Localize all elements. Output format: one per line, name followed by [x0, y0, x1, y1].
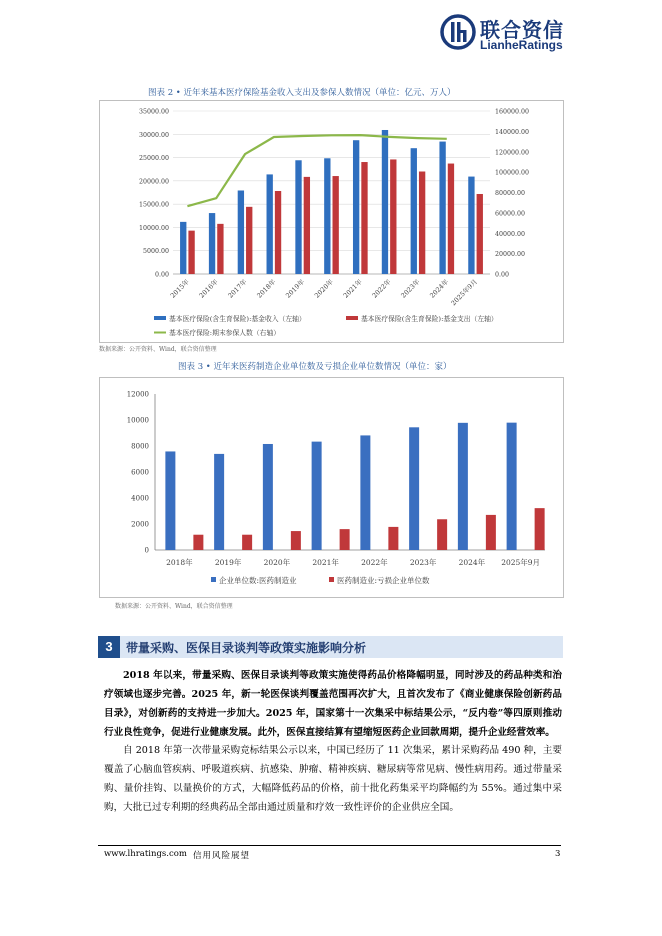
bar-loss-enterprise-count: [193, 535, 203, 550]
y-right-tick-label: 0.00: [495, 271, 510, 279]
logo-mark-icon: [440, 14, 476, 50]
y-left-tick-label: 0.00: [154, 271, 169, 279]
x-tick-label: 2022年: [370, 277, 393, 300]
bar-enterprise-count: [507, 423, 517, 550]
x-tick-label: 2021年: [312, 558, 339, 567]
bar-income: [382, 130, 388, 274]
bar-income: [238, 190, 244, 274]
bar-income: [468, 177, 474, 274]
bar-expense: [448, 164, 454, 274]
bar-income: [295, 160, 301, 274]
x-tick-label: 2024年: [458, 558, 486, 567]
bar-expense: [333, 176, 339, 274]
x-tick-label: 2019年: [284, 277, 307, 300]
x-tick-label: 2023年: [399, 277, 422, 300]
y-left-tick-label: 20000.00: [138, 178, 169, 186]
y-tick-label: 4000: [131, 494, 149, 503]
bar-expense: [419, 172, 425, 274]
bar-loss-enterprise-count: [291, 531, 301, 550]
legend-swatch-income: [154, 316, 166, 320]
section-title: 带量采购、医保目录谈判等政策实施影响分析: [126, 641, 367, 655]
logo-en-text: LianheRatings: [480, 38, 563, 52]
x-tick-label: 2025年9月: [449, 277, 480, 308]
bar-expense: [246, 207, 252, 274]
line-insured-count: [187, 135, 446, 206]
legend-swatch-expense: [346, 316, 358, 320]
y-left-tick-label: 30000.00: [138, 131, 169, 139]
bar-income: [439, 142, 445, 274]
bar-loss-enterprise-count: [388, 527, 398, 550]
paragraph-body: 自 2018 年第一次带量采购竞标结果公示以来，中国已经历了 11 次集采，累计采购药品 490 种，主要覆盖了心脑血管疾病、呼吸道疾病、抗感染、肿瘤、精神疾病、糖尿病等常见病、慢性病用药。通过带量采购、量价挂钩、以量换价的方式，大幅降低药品的价格，前十批化药集采平均降幅约为 55%。通过集中采购，大批已过专利期的经典药品全部由通过质量和疗效一致性评价的企业供应全国。: [104, 745, 562, 813]
y-left-tick-label: 10000.00: [138, 224, 169, 232]
x-tick-label: 2022年: [361, 558, 388, 567]
x-tick-label: 2024年: [428, 277, 451, 300]
y-right-tick-label: 160000.00: [495, 108, 530, 116]
bar-income: [267, 174, 273, 274]
bar-enterprise-count: [312, 442, 322, 550]
bar-loss-enterprise-count: [242, 535, 252, 550]
x-tick-label: 2023年: [409, 558, 437, 567]
y-tick-label: 8000: [131, 442, 149, 451]
bar-expense: [477, 194, 483, 274]
x-tick-label: 2016年: [197, 277, 220, 300]
y-tick-label: 2000: [131, 520, 149, 529]
figure2-svg: [100, 101, 563, 342]
bar-expense: [275, 191, 281, 274]
x-tick-label: 2019年: [214, 558, 242, 567]
x-tick-label: 2018年: [166, 558, 193, 567]
bar-enterprise-count: [263, 444, 273, 550]
figure3-caption: 图表 3 • 近年来医药制造企业单位数及亏损企业单位数情况（单位：家）: [178, 362, 452, 372]
bar-expense: [188, 231, 194, 274]
legend-label-expense: 基本医疗保险(含生育保险):基金支出（左轴）: [361, 315, 498, 323]
bar-expense: [361, 162, 367, 274]
footer-divider: [98, 845, 561, 846]
y-left-tick-label: 25000.00: [138, 155, 169, 163]
bar-enterprise-count: [165, 451, 175, 550]
y-tick-label: 10000: [126, 416, 149, 425]
y-right-tick-label: 60000.00: [495, 210, 526, 218]
x-tick-label: 2025年9月: [501, 558, 541, 567]
bar-enterprise-count: [409, 427, 419, 550]
y-tick-label: 6000: [131, 468, 149, 477]
figure3-source: 数据来源：公开资料、Wind，联合资信整理: [115, 603, 233, 610]
x-tick-label: 2017年: [226, 277, 249, 300]
section-heading: [98, 636, 563, 658]
bar-income: [353, 140, 359, 274]
bar-loss-enterprise-count: [437, 519, 447, 550]
legend-label-income: 基本医疗保险(含生育保险):基金收入（左轴）: [169, 315, 306, 323]
legend-label-enterprise: 企业单位数:医药制造业: [219, 576, 297, 585]
figure3-svg: [100, 378, 563, 597]
bar-expense: [217, 224, 223, 274]
footer-page-number: 3: [555, 849, 561, 859]
y-tick-label: 12000: [126, 390, 149, 399]
bar-income: [324, 158, 330, 274]
figure2-chart: [99, 100, 564, 343]
y-right-tick-label: 100000.00: [495, 169, 530, 177]
paragraph-summary: 2018 年以来，带量采购、医保目录谈判等政策实施使得药品价格降幅明显，同时涉及的药品种类和治疗领域也逐步完善。2025 年，新一轮医保谈判覆盖范围再次扩大，且首次发布了《商业健康保险创新药品目录》，对创新药的支持进一步加大。2025 年，国家第十一次集采中标结果公示，“反内卷”等四原则推动行业良性竞争，促进行业健康发展。此外，医保直接结算有望缩短医药企业回款周期，提升企业经营效率。: [104, 670, 562, 738]
y-right-tick-label: 140000.00: [495, 128, 530, 136]
y-right-tick-label: 120000.00: [495, 149, 530, 157]
y-left-tick-label: 35000.00: [138, 108, 169, 116]
x-tick-label: 2020年: [312, 277, 335, 300]
figure3-chart: [99, 377, 564, 598]
bar-expense: [304, 177, 310, 274]
bar-expense: [390, 159, 396, 274]
legend-swatch-loss: [329, 577, 334, 582]
bar-income: [411, 148, 417, 274]
y-right-tick-label: 80000.00: [495, 190, 526, 197]
bar-enterprise-count: [214, 454, 224, 550]
y-tick-label: 0: [144, 546, 149, 555]
bar-enterprise-count: [360, 435, 370, 550]
footer-url: www.lhratings.com: [104, 849, 187, 859]
bar-income: [209, 213, 215, 274]
bar-loss-enterprise-count: [340, 529, 350, 550]
bar-income: [180, 222, 186, 274]
x-tick-label: 2021年: [341, 277, 364, 300]
footer-title: 信用风险展望: [193, 851, 251, 861]
bar-loss-enterprise-count: [486, 515, 496, 550]
section-number: 3: [98, 636, 120, 658]
y-right-tick-label: 40000.00: [495, 230, 526, 238]
y-right-tick-label: 20000.00: [495, 251, 526, 259]
figure2-caption: 图表 2 • 近年来基本医疗保险基金收入支出及参保人数情况（单位：亿元、万人）: [148, 88, 456, 98]
x-tick-label: 2018年: [255, 277, 278, 300]
bar-enterprise-count: [458, 423, 468, 550]
x-tick-label: 2015年: [168, 277, 191, 300]
figure2-source: 数据来源：公开资料、Wind，联合资信整理: [99, 346, 217, 353]
logo-cn-text: 联合资信: [480, 18, 564, 42]
y-left-tick-label: 15000.00: [138, 201, 169, 209]
x-tick-label: 2020年: [263, 558, 291, 567]
lianhe-logo: [440, 14, 575, 56]
legend-swatch-enterprise: [211, 577, 216, 582]
bar-loss-enterprise-count: [535, 508, 545, 550]
legend-label-loss: 医药制造业:亏损企业单位数: [337, 576, 430, 585]
legend-label-insured: 基本医疗保险:期末参保人数（右轴）: [169, 329, 281, 337]
y-left-tick-label: 5000.00: [142, 248, 169, 256]
